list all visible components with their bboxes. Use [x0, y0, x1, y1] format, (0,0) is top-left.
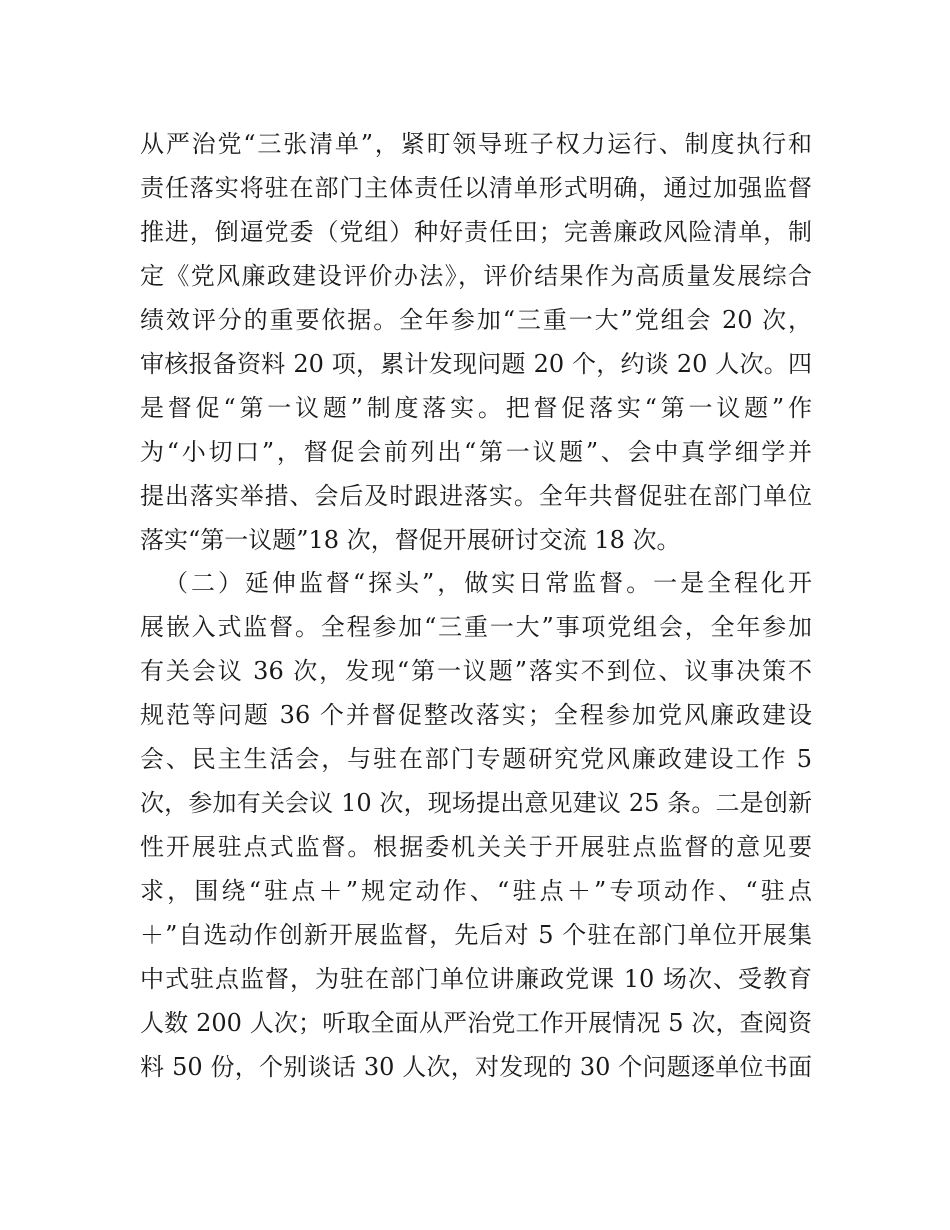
paragraph-line: 落实“第一议题”18 次，督促开展研讨交流 18 次。	[140, 526, 681, 554]
paragraph-line: 为“小切口”，督促会前列出“第一议题”、会中真学细学并	[140, 438, 812, 466]
paragraph-line: ＋”自选动作创新开展监督，先后对 5 个驻在部门单位开展集	[140, 921, 812, 949]
paragraph-line: 是督促“第一议题”制度落实。把督促落实“第一议题”作	[140, 394, 812, 422]
paragraph-line: 责任落实将驻在部门主体责任以清单形式明确，通过加强监督	[140, 174, 812, 202]
paragraph-line: 中式驻点监督，为驻在部门单位讲廉政党课 10 场次、受教育	[140, 965, 812, 993]
paragraph-line: 人数 200 人次；听取全面从严治党工作开展情况 5 次，查阅资	[140, 1009, 812, 1037]
paragraph-line: （二）延伸监督“探头”，做实日常监督。一是全程化开	[164, 569, 812, 597]
paragraph-line: 求，围绕“驻点＋”规定动作、“驻点＋”专项动作、“驻点	[140, 877, 812, 905]
paragraph-line: 推进，倒逼党委（党组）种好责任田；完善廉政风险清单，制	[140, 218, 812, 246]
paragraph-line: 规范等问题 36 个并督促整改落实；全程参加党风廉政建设	[140, 701, 812, 729]
paragraph-1	[140, 122, 812, 562]
paragraph-line: 次，参加有关会议 10 次，现场提出意见建议 25 条。二是创新	[140, 789, 812, 817]
paragraph-2	[140, 561, 812, 1089]
paragraph-line: 定《党风廉政建设评价办法》，评价结果作为高质量发展综合	[140, 262, 812, 290]
paragraph-line: 提出落实举措、会后及时跟进落实。全年共督促驻在部门单位	[140, 482, 812, 510]
paragraph-line: 从严治党“三张清单”，紧盯领导班子权力运行、制度执行和	[140, 130, 812, 158]
paragraph-line: 审核报备资料 20 项，累计发现问题 20 个，约谈 20 人次。四	[140, 350, 812, 378]
paragraph-line: 会、民主生活会，与驻在部门专题研究党风廉政建设工作 5	[140, 745, 812, 773]
paragraph-line: 展嵌入式监督。全程参加“三重一大”事项党组会，全年参加	[140, 613, 812, 641]
paragraph-line: 有关会议 36 次，发现“第一议题”落实不到位、议事决策不	[140, 657, 812, 685]
paragraph-line: 性开展驻点式监督。根据委机关关于开展驻点监督的意见要	[140, 833, 812, 861]
paragraph-line: 料 50 份，个别谈话 30 人次，对发现的 30 个问题逐单位书面	[140, 1053, 812, 1081]
paragraph-line: 绩效评分的重要依据。全年参加“三重一大”党组会 20 次，	[140, 306, 812, 334]
